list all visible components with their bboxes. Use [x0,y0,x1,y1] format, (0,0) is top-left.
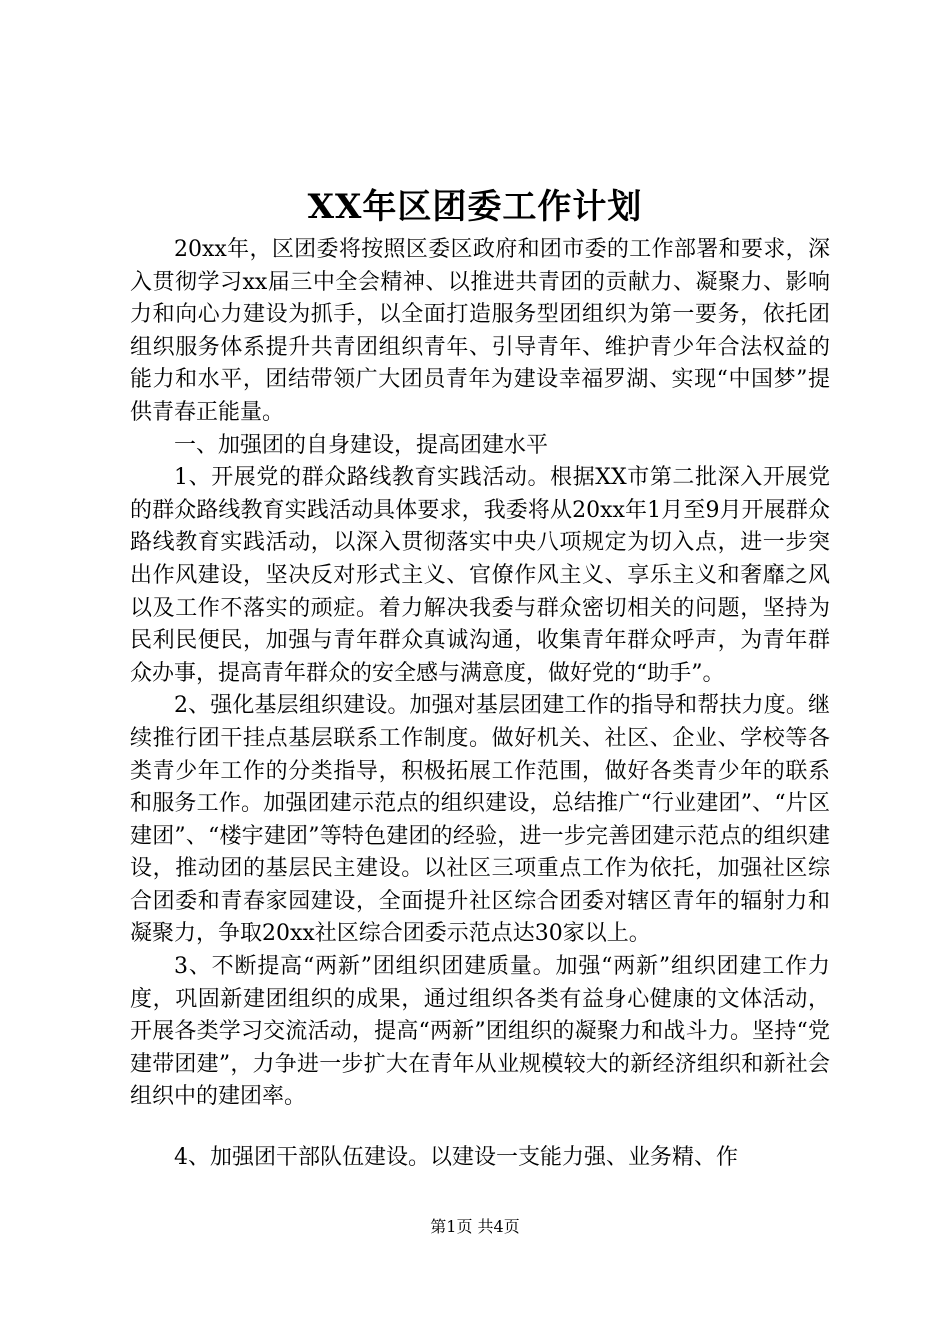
item-paragraph-3: 3、不断提高“两新”团组织团建质量。加强“两新”组织团建工作力度，巩固新建团组织的成果，通过组织各类有益身心健康的文体活动，开展各类学习交流活动，提高“两新”团组织的凝聚力和战斗力。坚持“党建带团建”，力争进一步扩大在青年从业规模较大的新经济组织和新社会组织中的建团率。 [130,954,830,1110]
item-paragraph-2: 2、强化基层组织建设。加强对基层团建工作的指导和帮扶力度。继续推行团干挂点基层联系工作制度。做好机关、社区、企业、学校等各类青少年工作的分类指导，积极拓展工作范围，做好各类青少年的联系和服务工作。加强团建示范点的组织建设，总结推广“行业建团”、“片区建团”、“楼宇建团”等特色建团的经验，进一步完善团建示范点的组织建设，推动团的基层民主建设。以社区三项重点工作为依托，加强社区综合团委和青春家园建设，全面提升社区综合团委对辖区青年的辐射力和凝聚力，争取20xx社区综合团委示范点达30家以上。 [130,693,830,947]
document-title: XX年区团委工作计划 [307,187,643,227]
intro-paragraph: 20xx年，区团委将按照区委区政府和团市委的工作部署和要求，深入贯彻学习xx届三中全会精神、以推进共青团的贡献力、凝聚力、影响力和向心力建设为抓手，以全面打造服务型团组织为第一要务，依托团组织服务体系提升共青团组织青年、引导青年、维护青少年合法权益的能力和水平，团结带领广大团员青年为建设幸福罗湖、实现“中国梦”提供青春正能量。 [130,237,830,425]
paragraph-gap [130,1114,830,1142]
item-paragraph-4: 4、加强团干部队伍建设。以建设一支能力强、业务精、作 [174,1145,738,1171]
page-footer: 第1页 共4页 [430,1217,520,1236]
item-paragraph-1: 1、开展党的群众路线教育实践活动。根据XX市第二批深入开展党的群众路线教育实践活动具体要求，我委将从20xx年1月至9月开展群众路线教育实践活动，以深入贯彻落实中央八项规定为切入点，进一步突出作风建设，坚决反对形式主义、官僚作风主义、享乐主义和奢靡之风以及工作不落实的顽症。着力解决我委与群众密切相关的问题，坚持为民利民便民，加强与青年群众真诚沟通，收集青年群众呼声，为青年群众办事，提高青年群众的安全感与满意度，做好党的“助手”。 [130,465,830,686]
section-heading: 一、加强团的自身建设，提高团建水平 [174,432,549,458]
document-body [130,234,830,1175]
